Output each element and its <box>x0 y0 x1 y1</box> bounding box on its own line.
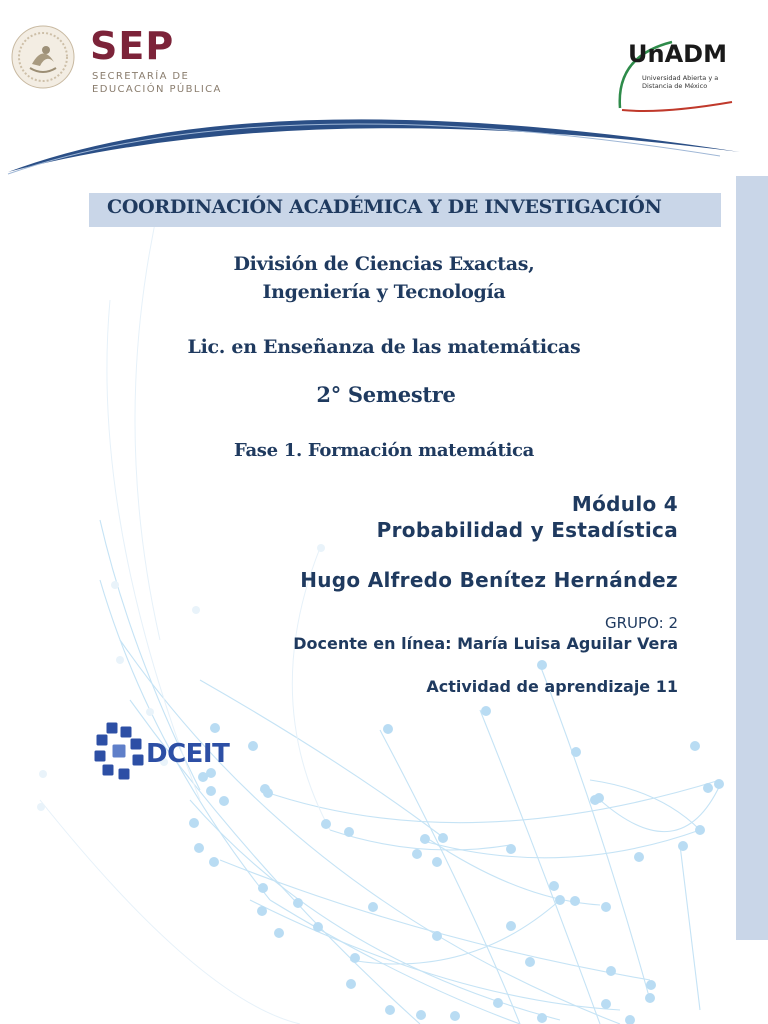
phase: Fase 1. Formación matemática <box>233 440 535 461</box>
sep-logo <box>90 26 240 98</box>
coordination-title: COORDINACIÓN ACADÉMICA Y DE INVESTIGACIÓN <box>107 196 662 218</box>
unadm-line-1: Universidad Abierta y a <box>642 74 719 82</box>
dceit-logo <box>92 720 232 784</box>
student-name: Hugo Alfredo Benítez Hernández <box>300 568 678 592</box>
unadm-line-2: Distancia de México <box>642 82 708 90</box>
division-line-2: Ingeniería y Tecnología <box>262 281 506 303</box>
activity-title: Actividad de aprendizaje 11 <box>426 677 678 696</box>
group-label: GRUPO: 2 <box>605 614 678 632</box>
dceit-wordmark: DCEIT <box>146 739 230 769</box>
teacher-name: Docente en línea: María Luisa Aguilar Vera <box>293 634 678 653</box>
module-number: Módulo 4 <box>571 492 678 516</box>
header-swoosh <box>0 90 768 180</box>
coordination-band <box>89 193 721 227</box>
cube-cluster-icon <box>92 720 148 784</box>
sep-wordmark: SEP <box>90 24 175 68</box>
sep-line-2: EDUCACIÓN PÚBLICA <box>92 84 222 95</box>
mexico-seal-icon <box>10 24 76 90</box>
semester: 2° Semestre <box>316 382 456 407</box>
subject-name: Probabilidad y Estadística <box>376 518 678 542</box>
division-line-1: División de Ciencias Exactas, <box>233 253 535 275</box>
sep-line-1: SECRETARÍA DE <box>92 71 190 82</box>
program-name: Lic. en Enseñanza de las matemáticas <box>187 336 581 358</box>
unadm-wordmark: UnADM <box>628 40 727 68</box>
